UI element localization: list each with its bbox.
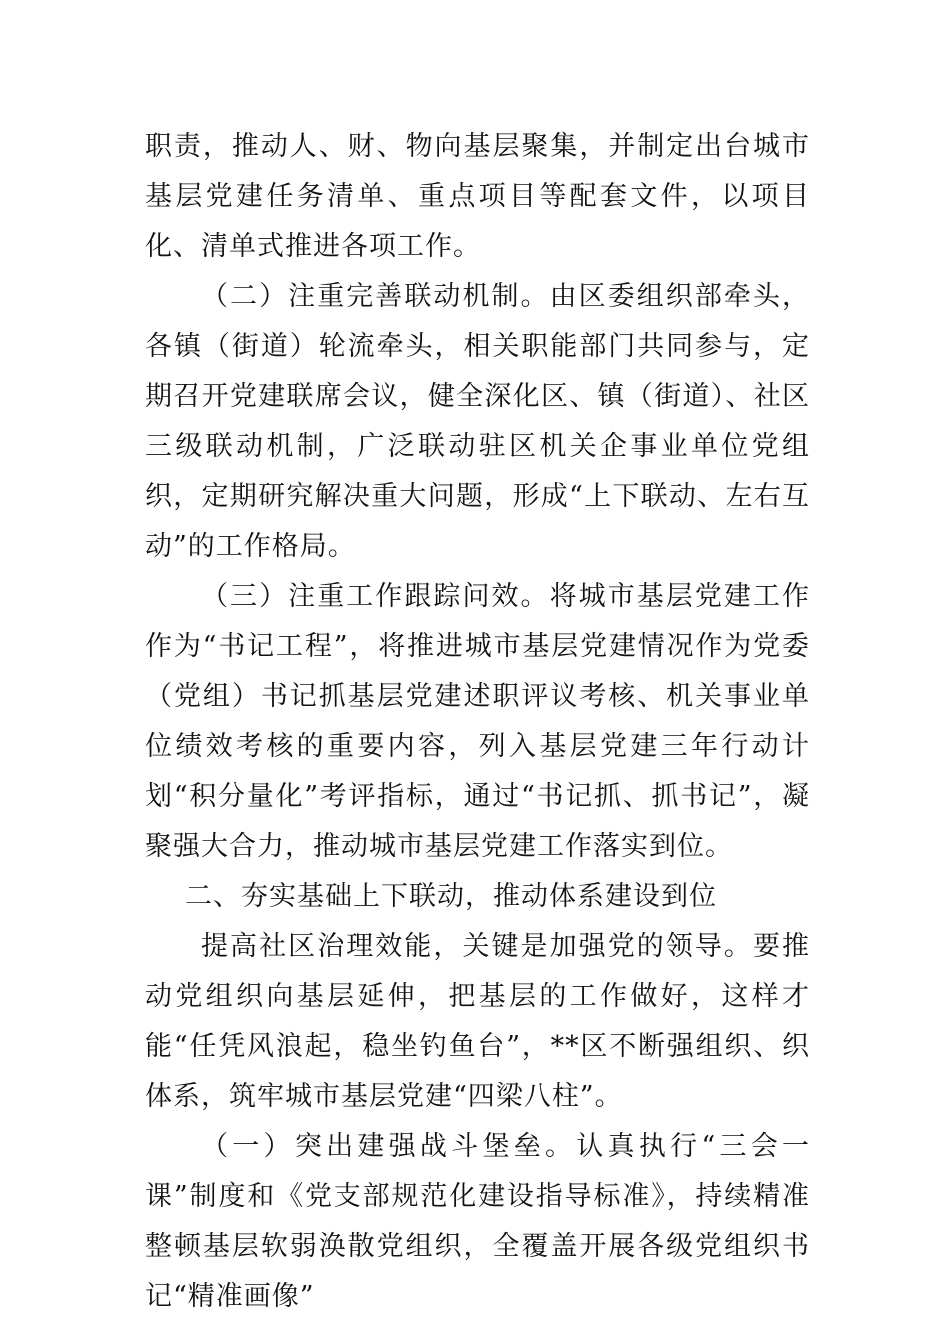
section-heading-two: 二、夯实基础上下联动，推动体系建设到位 xyxy=(185,881,717,912)
paragraph-governance-efficiency: 提高社区治理效能，关键是加强党的领导。要推动党组织向基层延伸，把基层的工作做好，这样才能“任凭风浪起，稳坐钓鱼台”，**区不断强组织、织体系，筑牢城市基层党建“四梁八柱”。 xyxy=(145,931,810,1112)
paragraph-strong-fortress: （一）突出建强战斗堡垒。认真执行“三会一课”制度和《党支部规范化建设指导标准》，持续精准整顿基层软弱涣散党组织，全覆盖开展各级党组织书记“精准画像” xyxy=(145,1131,810,1312)
paragraph-continuation: 职责，推动人、财、物向基层聚集，并制定出台城市基层党建任务清单、重点项目等配套文件，以项目化、清单式推进各项工作。 xyxy=(145,131,810,262)
paragraph-work-tracking: （三）注重工作跟踪问效。将城市基层党建工作作为“书记工程”，将推进城市基层党建情况作为党委（党组）书记抓基层党建述职评议考核、机关事业单位绩效考核的重要内容，列入基层党建三年行动计划“积分量化”考评指标，通过“书记抓、抓书记”，凝聚强大合力，推动城市基层党建工作落实到位。 xyxy=(145,581,810,862)
paragraph-linkage-mechanism: （二）注重完善联动机制。由区委组织部牵头，各镇（街道）轮流牵头，相关职能部门共同参与，定期召开党建联席会议，健全深化区、镇（街道）、社区三级联动机制，广泛联动驻区机关企事业单位党组织，定期研究解决重大问题，形成“上下联动、左右互动”的工作格局。 xyxy=(145,281,810,562)
document-body xyxy=(145,122,810,1322)
